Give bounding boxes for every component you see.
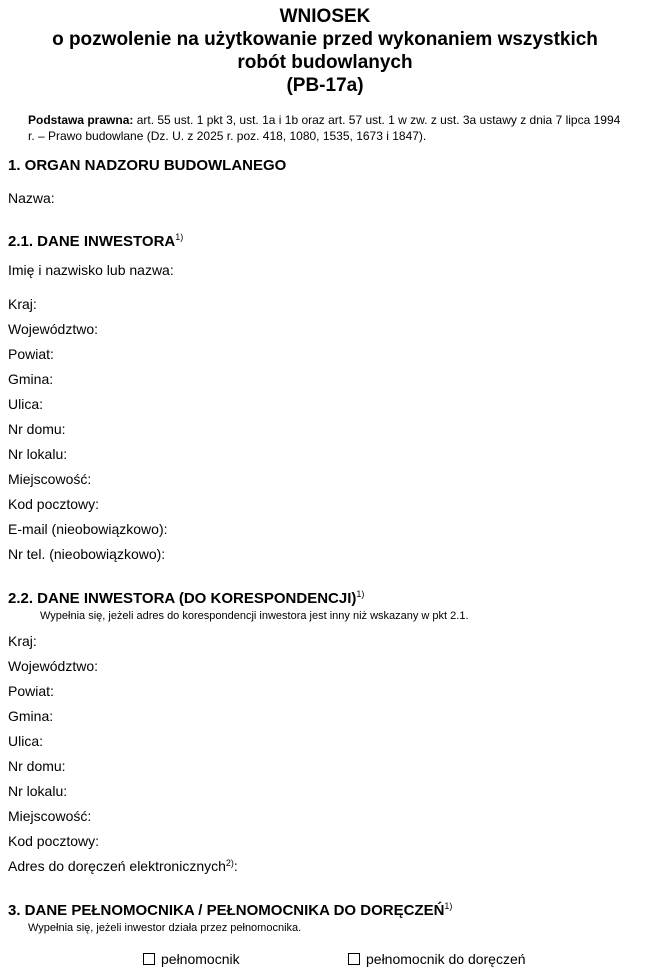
field-investor-house-no[interactable]: Nr domu: (8, 421, 66, 437)
field-corr-commune[interactable]: Gmina: (8, 708, 54, 724)
section-2-2-footnote: 1) (356, 589, 365, 599)
section-2-1-heading (8, 233, 183, 251)
field-corr-voivodeship[interactable]: Województwo: (8, 658, 99, 674)
edelivery-label: Adres do doręczeń elektronicznych (8, 858, 226, 874)
option-delivery-proxy-label: pełnomocnik do doręczeń (366, 951, 526, 967)
edelivery-colon: : (233, 858, 238, 874)
field-corr-flat-no[interactable]: Nr lokalu: (8, 783, 68, 799)
section-2-2-note: Wypełnia się, jeżeli adres do korespondencji inwestora jest inny niż wskazany w pkt 2.1. (40, 610, 469, 622)
section-2-2-title: 2.2. DANE INWESTORA (DO KORESPONDENCJI) (8, 590, 357, 607)
field-corr-country[interactable]: Kraj: (8, 633, 37, 649)
section-1-heading: 1. ORGAN NADZORU BUDOWLANEGO (8, 157, 287, 174)
section-3-footnote: 1) (444, 901, 453, 911)
section-3-heading (8, 902, 452, 920)
legal-basis-label: Podstawa prawna: (28, 113, 134, 127)
field-corr-county[interactable]: Powiat: (8, 683, 54, 699)
field-investor-email[interactable]: E-mail (nieobowiązkowo): (8, 521, 168, 537)
checkbox-icon[interactable] (348, 953, 360, 965)
field-investor-street[interactable]: Ulica: (8, 396, 44, 412)
legal-basis (28, 112, 628, 144)
field-corr-house-no[interactable]: Nr domu: (8, 758, 66, 774)
field-investor-county[interactable]: Powiat: (8, 346, 54, 362)
field-investor-postcode[interactable]: Kod pocztowy: (8, 496, 100, 512)
field-corr-street[interactable]: Ulica: (8, 733, 44, 749)
field-organ-name[interactable]: Nazwa: (8, 190, 55, 206)
field-investor-voivodeship[interactable]: Województwo: (8, 321, 99, 337)
field-corr-city[interactable]: Miejscowość: (8, 808, 92, 824)
form-title: WNIOSEK (279, 6, 371, 27)
section-2-1-title: 2.1. DANE INWESTORA (8, 233, 176, 250)
section-2-2-heading (8, 590, 364, 608)
legal-basis-text: art. 55 ust. 1 pkt 3, ust. 1a i 1b oraz art. 57 ust. 1 w zw. z ust. 3a ustawy z dnia 7 lipca 1994 r. – Prawo budowlane (Dz. U. z 2025 r. poz. 418, 1080, 1535, 1673 i 1847). (28, 113, 621, 143)
field-corr-edelivery-address[interactable] (8, 858, 238, 875)
checkbox-icon[interactable] (143, 953, 155, 965)
field-investor-country[interactable]: Kraj: (8, 296, 37, 312)
form-subtitle-line2: robót budowlanych (237, 52, 413, 73)
edelivery-footnote: 2) (225, 858, 234, 868)
option-proxy-label: pełnomocnik (161, 951, 240, 967)
option-proxy[interactable] (143, 950, 240, 968)
field-investor-commune[interactable]: Gmina: (8, 371, 54, 387)
form-subtitle-line1: o pozwolenie na użytkowanie przed wykonaniem wszystkich (52, 29, 598, 50)
field-investor-city[interactable]: Miejscowość: (8, 471, 92, 487)
section-2-1-footnote: 1) (175, 232, 184, 242)
section-3-title: 3. DANE PEŁNOMOCNIKA / PEŁNOMOCNIKA DO DORĘCZEŃ (8, 902, 445, 919)
section-3-note: Wypełnia się, jeżeli inwestor działa przez pełnomocnika. (28, 922, 302, 934)
field-investor-name[interactable]: Imię i nazwisko lub nazwa: (8, 262, 174, 278)
option-delivery-proxy[interactable] (348, 950, 526, 968)
field-investor-phone[interactable]: Nr tel. (nieobowiązkowo): (8, 546, 166, 562)
form-code: (PB-17a) (286, 75, 364, 96)
field-investor-flat-no[interactable]: Nr lokalu: (8, 446, 68, 462)
field-corr-postcode[interactable]: Kod pocztowy: (8, 833, 100, 849)
